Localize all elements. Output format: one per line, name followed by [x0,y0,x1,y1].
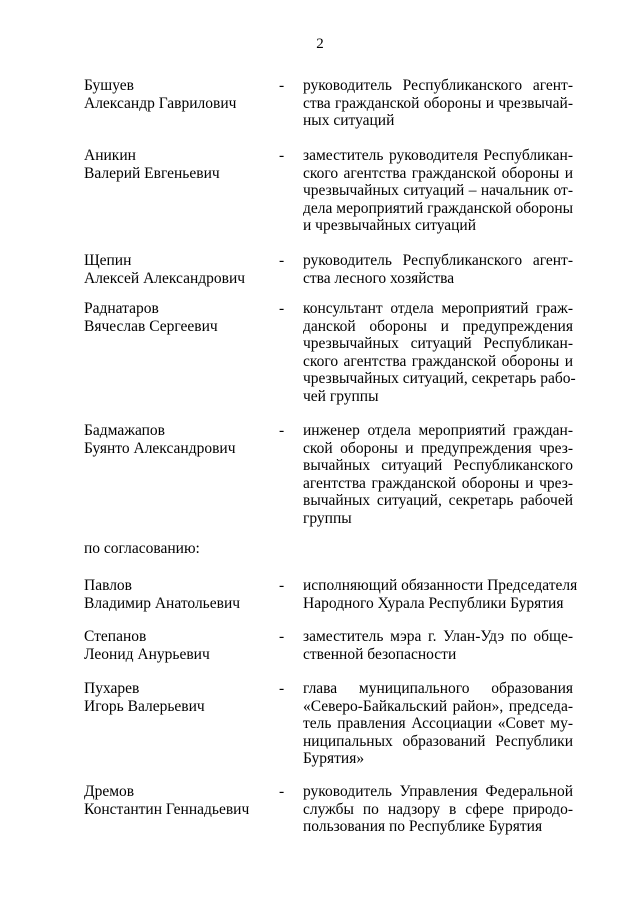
position-line: ской обороны и предупреждения чрез- [303,439,573,457]
member-given-name: Леонид Анурьевич [84,645,210,663]
member-given-name: Константин Геннадьевич [84,800,250,818]
position-line: чей группы [303,387,379,405]
section-label-by-agreement: по согласованию: [84,540,200,557]
position-line: вычайных ситуаций, секретарь рабочей [303,492,573,509]
position-line: ского агентства гражданской обороны и [303,164,573,182]
position-line: Народного Хурала Республики Бурятия [303,594,564,612]
member-position [303,77,573,130]
member-position [303,422,573,527]
member-given-name: Александр Гаврилович [84,94,237,112]
member-surname: Щепин [84,252,132,269]
position-line: заместитель руководителя Республикан- [303,147,573,164]
position-line: дела мероприятий гражданской обороны [303,199,574,217]
member-surname: Бушуев [84,77,134,94]
member-surname: Степанов [84,628,147,645]
separator-dash: - [279,252,285,269]
position-line: данской обороны и предупреждения [303,317,573,335]
position-line: группы [303,509,352,527]
separator-dash: - [279,680,285,697]
member-name [84,252,284,287]
position-line: агентства гражданской обороны и чрез- [303,474,573,492]
member-position [303,783,573,836]
member-surname: Аникин [84,147,136,164]
separator-dash: - [279,783,285,800]
position-line: вычайных ситуаций Республиканского [303,457,573,474]
member-surname: Раднатаров [84,300,159,317]
member-name [84,577,284,612]
member-given-name: Алексей Александрович [84,269,246,287]
position-line: инженер отдела мероприятий граждан- [303,422,573,439]
position-line: ства лесного хозяйства [303,269,455,287]
position-line: «Северо-Байкальский район», председа- [303,697,573,715]
separator-dash: - [279,147,285,164]
member-name [84,680,284,715]
position-line: службы по надзору в сфере природо- [303,800,573,818]
member-position [303,252,573,287]
position-line: Бурятия» [303,750,365,767]
position-line: чрезвычайных ситуаций – начальник от- [303,182,573,199]
position-line: ства гражданской обороны и чрезвычай- [303,94,573,112]
position-line: исполняющий обязанности Председателя [303,577,578,594]
member-surname: Бадмажапов [84,422,165,439]
position-line: тель правления Ассоциации «Совет му- [303,715,573,732]
member-position [303,577,578,612]
member-given-name: Игорь Валерьевич [84,697,205,715]
separator-dash: - [279,628,285,645]
separator-dash: - [279,300,285,317]
member-name [84,628,284,663]
member-given-name: Валерий Евгеньевич [84,164,220,182]
separator-dash: - [279,77,285,94]
member-position [303,147,573,235]
member-given-name: Буянто Александрович [84,439,236,457]
member-name [84,300,284,335]
position-line: ных ситуаций [303,112,395,129]
separator-dash: - [279,577,285,594]
page-number: 2 [316,36,324,52]
position-line: руководитель Республиканского агент- [303,252,573,269]
member-position [303,628,573,663]
position-line: консультант отдела мероприятий граж- [303,300,573,317]
position-line: руководитель Управления Федеральной [303,783,573,800]
member-given-name: Вячеслав Сергеевич [84,317,218,335]
position-line: ниципальных образований Республики [303,732,573,750]
position-line: глава муниципального образования [303,680,573,697]
separator-dash: - [279,422,285,439]
position-line: заместитель мэра г. Улан-Удэ по обще- [303,628,573,645]
member-surname: Пухарев [84,680,140,697]
position-line: ского агентства гражданской обороны и [303,352,573,370]
position-line: руководитель Республиканского агент- [303,77,573,94]
member-surname: Павлов [84,577,132,594]
member-name [84,147,284,182]
position-line: ственной безопасности [303,645,457,663]
member-name [84,422,284,457]
member-position [303,680,573,768]
position-line: чрезвычайных ситуаций Республикан- [303,335,573,352]
member-name [84,77,284,112]
member-name [84,783,284,818]
member-surname: Дремов [84,783,135,800]
member-position [303,300,576,405]
position-line: чрезвычайных ситуаций, секретарь рабо- [303,370,576,387]
position-line: и чрезвычайных ситуаций [303,217,476,234]
member-given-name: Владимир Анатольевич [84,594,241,612]
position-line: пользования по Республике Бурятия [303,818,543,835]
